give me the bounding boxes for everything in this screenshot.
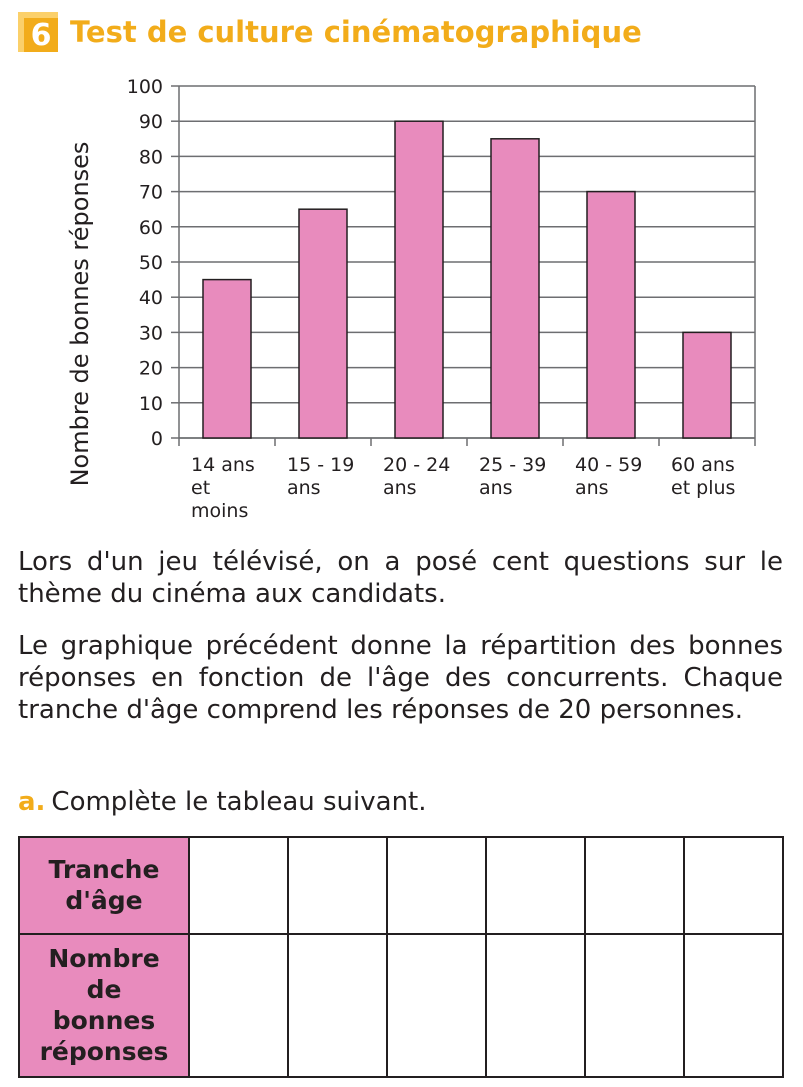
exercise-number-badge: 6 [18,12,58,52]
exercise-header [18,12,642,52]
bar [587,192,635,438]
row-header-age-group [19,837,189,934]
intro-paragraph: Lors d'un jeu télévisé, on a posé cent questions sur le thème du cinéma aux candidats. [18,547,783,609]
bar [683,332,731,438]
header-line: bonnes [52,1006,156,1036]
y-tick-label: 0 [150,428,163,450]
answer-cell[interactable] [387,934,486,1077]
x-tick-label: 20 - 24 ans [383,454,451,499]
answer-cell[interactable] [189,934,288,1077]
answer-table [18,836,784,1078]
x-tick-label: 25 - 39 ans [479,454,547,499]
x-tick-label: 15 - 19 ans [287,454,355,499]
x-tick-label: 40 - 59 ans [575,454,643,499]
table-row [19,934,783,1077]
bar [299,209,347,438]
question-text: Complète le tableau suivant. [51,787,427,817]
x-tick-label: 14 ans et moins [191,454,255,522]
y-tick-label: 40 [138,287,163,310]
answer-cell[interactable] [189,837,288,934]
answer-cell[interactable] [486,837,585,934]
bar [203,280,251,438]
y-axis-label: Nombre de bonnes réponses [66,141,94,487]
bar-chart [0,60,803,540]
header-line: réponses [39,1037,169,1067]
answer-cell[interactable] [585,934,684,1077]
header-line: Nombre [48,944,160,974]
y-tick-label: 10 [138,392,163,415]
answer-cell[interactable] [486,934,585,1077]
y-tick-label: 90 [138,111,163,134]
row-header-correct-answers [19,934,189,1077]
answer-cell[interactable] [288,837,387,934]
y-tick-label: 30 [138,322,163,345]
y-tick-label: 50 [138,252,163,274]
bar [395,121,443,438]
answer-cell[interactable] [387,837,486,934]
y-tick-label: 80 [138,146,163,169]
y-tick-label: 100 [126,76,163,98]
header-line: Tranche [48,855,160,885]
x-tick-label: 60 ans et plus [671,454,736,499]
answer-cell[interactable] [288,934,387,1077]
y-tick-label: 20 [138,357,163,380]
answer-cell[interactable] [684,934,783,1077]
y-tick-label: 60 [138,216,163,239]
header-line: de [86,975,122,1005]
description-paragraph: Le graphique précédent donne la répartition des bonnes réponses en fonction de l'âge des concurrents. Chaque tranche d'âge comprend les réponses de 20 personnes. [18,631,783,725]
answer-cell[interactable] [684,837,783,934]
header-line: d'âge [65,886,143,916]
question-letter: a. [18,787,46,817]
question-a [18,786,427,818]
exercise-title: Test de culture cinématographique [70,15,642,49]
answer-cell[interactable] [585,837,684,934]
bar [491,139,539,438]
y-tick-label: 70 [138,181,163,204]
table-row [19,837,783,934]
